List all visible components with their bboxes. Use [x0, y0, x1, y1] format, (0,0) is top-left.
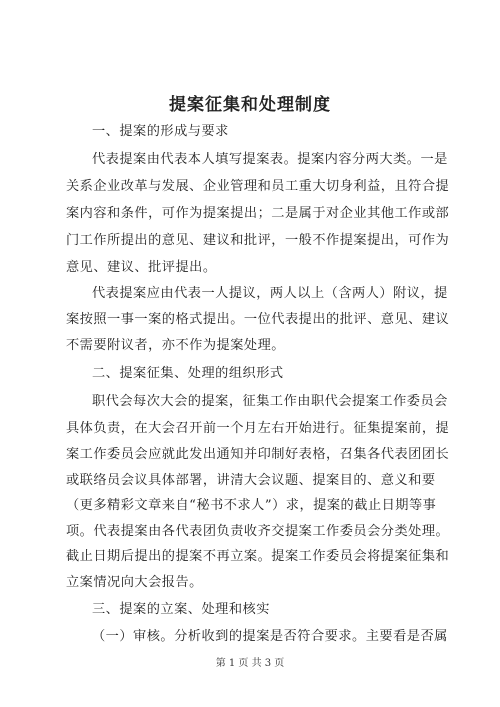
paragraph-line: （更多精彩文章来自“秘书不求人”）求，提案的截止日期等事 — [66, 498, 437, 513]
paragraph-line: （一）审核。分析收到的提案是否符合要求。主要看是否属 — [92, 629, 448, 644]
section-heading: 一、提案的形成与要求 — [92, 124, 229, 139]
paragraph-line: 截止日期后提出的提案不再立案。提案工作委员会将提案征集和 — [66, 549, 450, 564]
paragraph-line: 案工作委员会应就此发出通知并印制好表格，召集各代表团团长 — [66, 447, 450, 462]
paragraph-line: 职代会每次大会的提案，征集工作由职代会提案工作委员会 — [92, 394, 448, 409]
paragraph-line: 门工作所提出的意见、建议和批评，一般不作提案提出，可作为 — [66, 233, 450, 248]
paragraph-line: 不需要附议者，亦不作为提案处理。 — [66, 338, 285, 353]
paragraph-line: 意见、建议、批评提出。 — [66, 260, 217, 275]
paragraph-line: 项。代表提案由各代表团负责收齐交提案工作委员会分类处理。 — [66, 524, 450, 539]
document-title: 提案征集和处理制度 — [169, 95, 331, 115]
section-heading: 二、提案征集、处理的组织形式 — [92, 366, 284, 381]
paragraph-line: 或联络员会议具体部署，讲清大会议题、提案目的、意义和要 — [66, 473, 436, 488]
paragraph-line: 具体负责，在大会召开前一个月左右开始进行。征集提案前，提 — [66, 421, 450, 436]
section-heading: 三、提案的立案、处理和核实 — [92, 602, 270, 617]
paragraph-line: 立案情况向大会报告。 — [66, 575, 203, 590]
page-footer: 第 1 页 共 3 页 — [215, 658, 285, 669]
paragraph-line: 案内容和条件，可作为提案提出；二是属于对企业其他工作或部 — [66, 206, 450, 221]
paragraph-line: 案按照一事一案的格式提出。一位代表提出的批评、意见、建议 — [66, 312, 450, 327]
paragraph-line: 代表提案由代表本人填写提案表。提案内容分两大类。一是 — [92, 152, 448, 167]
paragraph-line: 代表提案应由代表一人提议，两人以上（含两人）附议，提 — [92, 286, 448, 301]
paragraph-line: 关系企业改革与发展、企业管理和员工重大切身利益，且符合提 — [66, 179, 450, 194]
